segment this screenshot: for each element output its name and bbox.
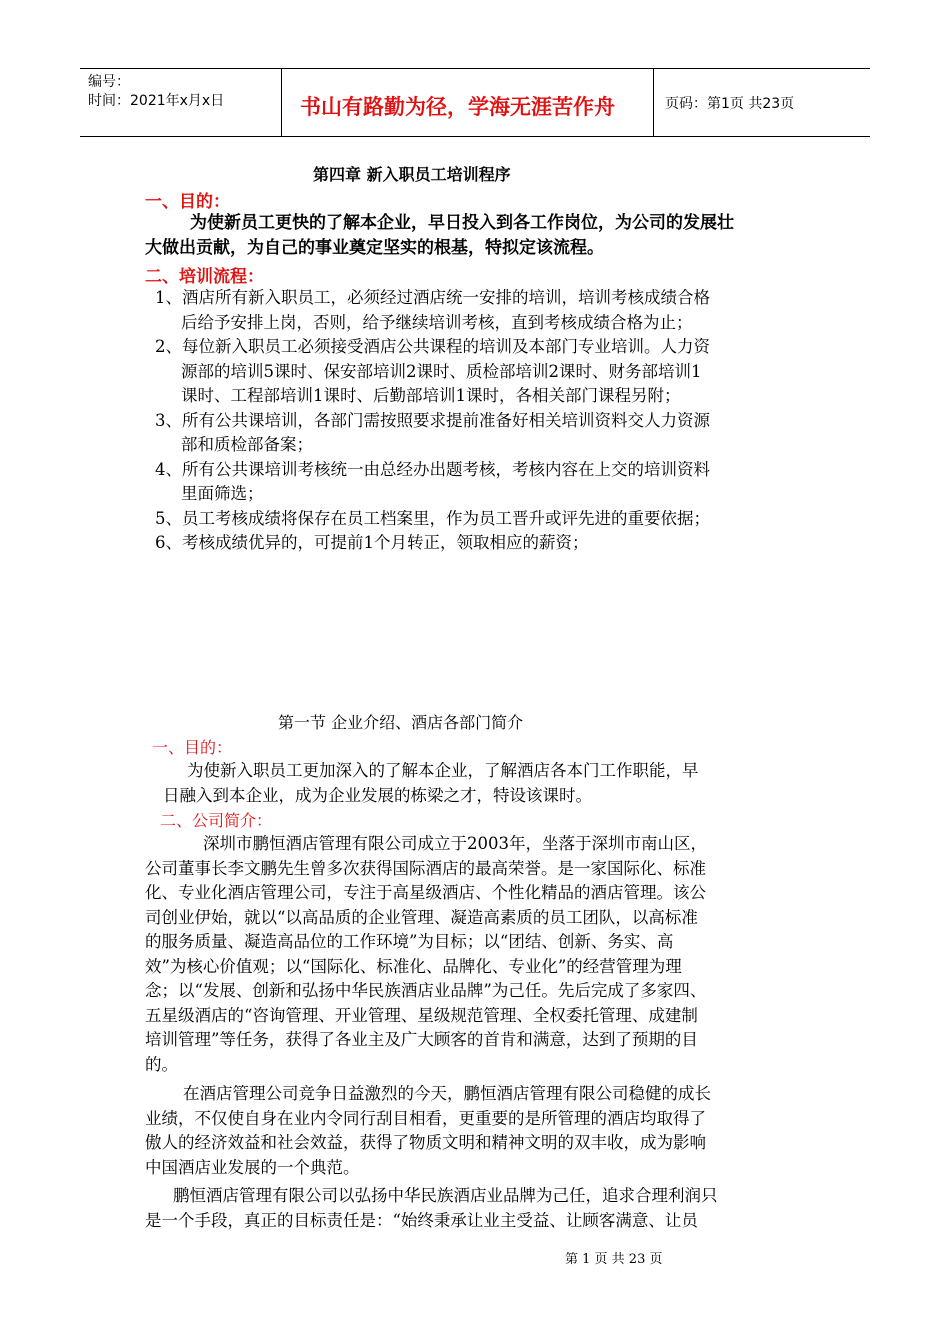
header-divider-right	[653, 68, 654, 136]
list-item: 4、所有公共课培训考核统一由总经办出题考核，考核内容在上交的培训资料 里面筛选；	[155, 459, 710, 503]
company-intro-paragraph-3: 鹏恒酒店管理有限公司以弘扬中华民族酒店业品牌为己任，追求合理利润只 是一个手段，真正的目标责任是：“始终秉承让业主受益、让顾客满意、让员	[145, 1186, 718, 1230]
list-item: 2、每位新入职员工必须接受酒店公共课程的培训及本部门专业培训。人力资 源部的培训5课时、保安部培训2课时、质检部培训2课时、财务部培训1 课时、工程部培训1课时、后勤部培训1课时，各相关部门课程另附；	[155, 337, 710, 405]
header-page-info: 页码：第1页 共23页	[665, 96, 795, 112]
company-intro-paragraph-2: 在酒店管理公司竞争日益激烈的今天，鹏恒酒店管理有限公司稳健的成长 业绩，不仅使自身在业内令同行刮目相看，更重要的是所管理的酒店均取得了 傲人的经济效益和社会效益，获得了物质文明和精神文明的双丰收，成为影响 中国酒店业发展的一个典范。	[145, 1084, 711, 1177]
list-item: 6、考核成绩优异的，可提前1个月转正，领取相应的薪资；	[155, 533, 589, 552]
document-time-label: 时间：2021年x月x日	[88, 93, 225, 109]
header-bottom-rule	[80, 136, 870, 137]
section-title: 第一节 企业介绍、酒店各部门简介	[278, 713, 524, 732]
chapter-purpose-line: 为使新员工更快的了解本企业，早日投入到各工作岗位，为公司的发展壮	[190, 213, 734, 233]
document-number-label: 编号：	[88, 74, 130, 90]
company-intro-heading: 二、公司简介：	[160, 811, 273, 830]
chapter-purpose-body	[145, 211, 734, 261]
company-intro-paragraph-1: 深圳市鹏恒酒店管理有限公司成立于2003年，坐落于深圳市南山区， 公司董事长李文鹏先生曾多次获得国际酒店的最高荣誉。是一家国际化、标准 化、专业化酒店管理公司，专注于高星级酒店、个性化精品的酒店管理。该公 司创业伊始，就以“以高品质的企业管理、凝造高素质的员工团队，以高标准 的服务质量、凝造高品位的工作环境”为目标；以“团结、创新、务实、高 效”为核心价值观；以“国际化、标准化、品牌化、专业化”的经营管理为理 念；以“发展、创新和弘扬中华民族酒店业品牌”为己任。先后完成了多家四、 五星级酒店的“咨询管理、开业管理、星级规范管理、全权委托管理、成建制 培训管理”等任务，获得了各业主及广大顾客的首肯和满意，达到了预期的目 的。	[145, 834, 707, 1074]
header-top-rule	[80, 68, 870, 69]
page-footer: 第 1 页 共 23 页	[565, 1252, 663, 1267]
chapter-purpose-line: 大做出贡献，为自己的事业奠定坚实的根基，特拟定该流程。	[145, 238, 604, 258]
training-process-list	[155, 286, 710, 556]
header-divider-left	[281, 68, 282, 136]
training-process-heading: 二、培训流程：	[145, 267, 264, 287]
section-purpose-body	[163, 759, 699, 808]
chapter-title: 第四章 新入职员工培训程序	[313, 165, 511, 184]
section-purpose-line: 日融入到本企业，成为企业发展的栋梁之才，特设该课时。	[163, 785, 592, 805]
chapter-purpose-heading: 一、目的：	[145, 192, 230, 212]
list-item: 3、所有公共课培训，各部门需按照要求提前准备好相关培训资料交人力资源 部和质检部备案；	[155, 410, 710, 454]
list-item: 1、酒店所有新入职员工，必须经过酒店统一安排的培训，培训考核成绩合格 后给予安排上岗，否则，给予继续培训考核，直到考核成绩合格为止；	[155, 288, 710, 332]
section-purpose-line: 为使新入职员工更加深入的了解本企业，了解酒店各本门工作职能，早	[187, 761, 699, 780]
list-item: 5、员工考核成绩将保存在员工档案里，作为员工晋升或评先进的重要依据；	[155, 508, 710, 528]
section-purpose-heading: 一、目的：	[152, 738, 233, 757]
header-motto: 书山有路勤为径，学海无涯苦作舟	[300, 95, 615, 119]
